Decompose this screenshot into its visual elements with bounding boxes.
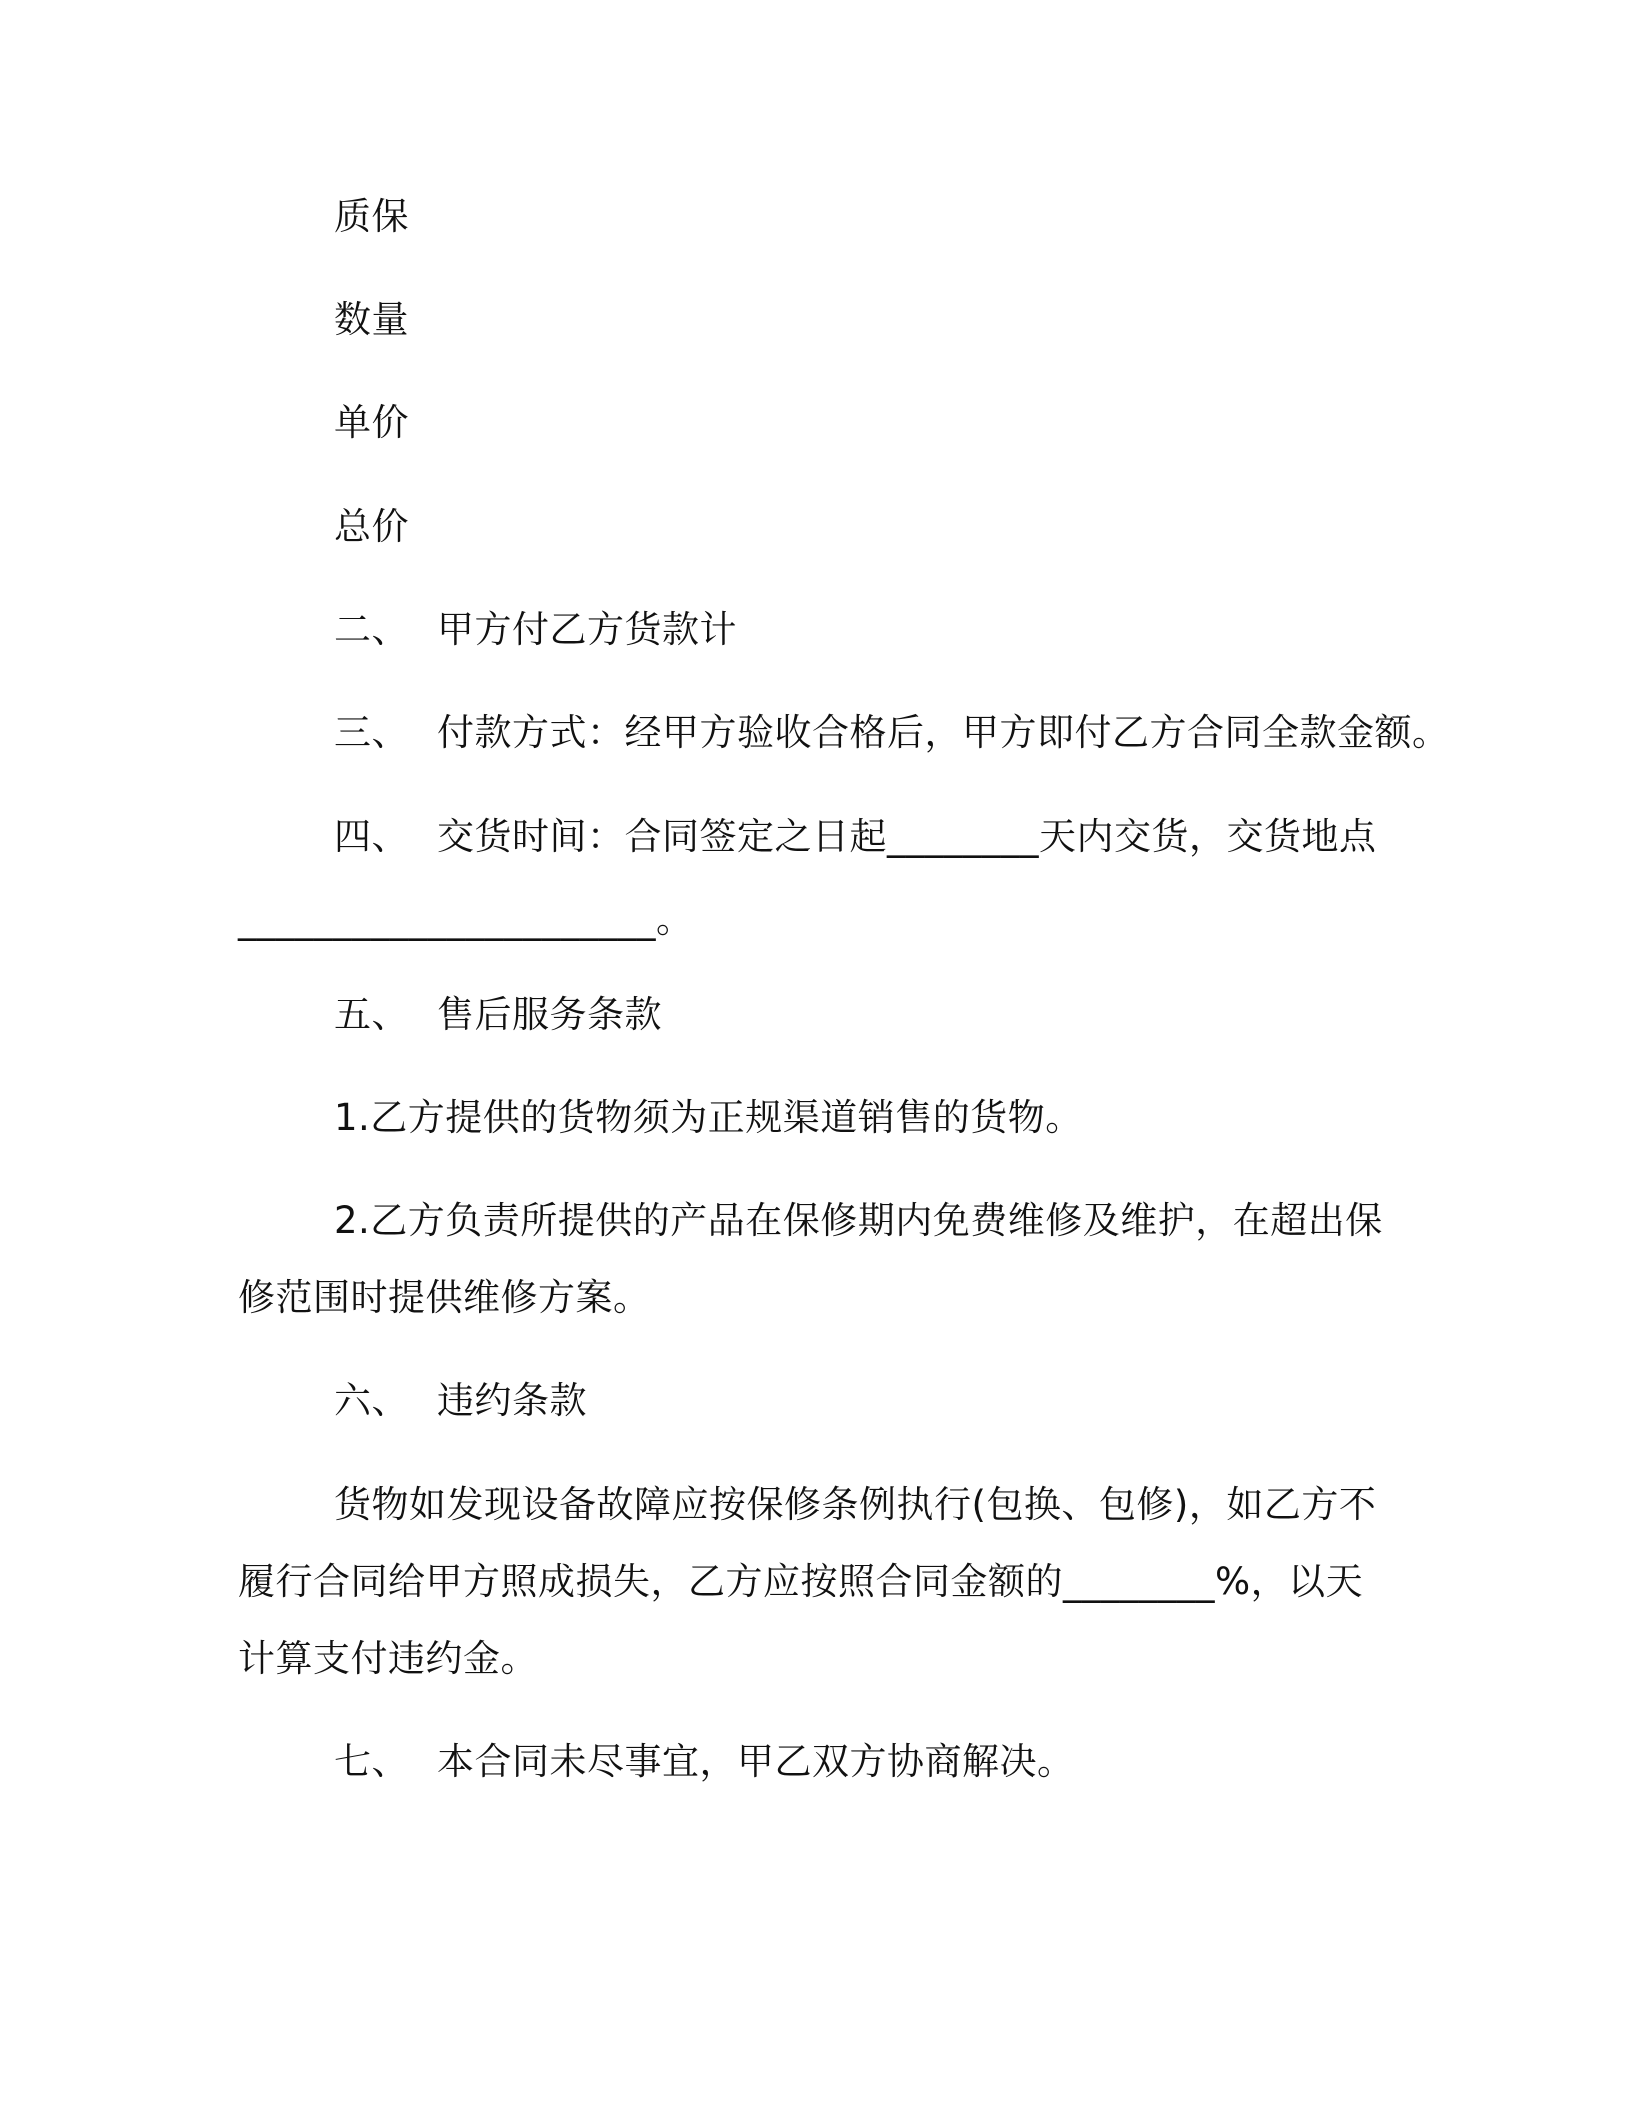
- item-quality: 质保: [334, 195, 409, 238]
- section-4: [334, 812, 1377, 862]
- section-number: 六、: [334, 1379, 409, 1422]
- section-text: 本合同未尽事宜，甲乙双方协商解决。: [437, 1740, 1075, 1783]
- section-text: 甲方付乙方货款计: [437, 608, 737, 651]
- section-number: 七、: [334, 1740, 409, 1783]
- section-6-line-1: 货物如发现设备故障应按保修条例执行(包换、包修)，如乙方不: [334, 1483, 1377, 1526]
- section-text: 售后服务条款: [437, 993, 662, 1036]
- section-5-paragraph-2-line-2: 修范围时提供维修方案。: [238, 1276, 651, 1319]
- section-number: 四、: [334, 815, 409, 858]
- section-3: [334, 708, 1450, 758]
- item-unit-price: 单价: [334, 401, 409, 444]
- section-5-paragraph-1: 1.乙方提供的货物须为正规渠道销售的货物。: [334, 1096, 1083, 1139]
- section-number: 三、: [334, 711, 409, 754]
- section-text: 违约条款: [437, 1379, 587, 1422]
- section-5-title: [334, 990, 662, 1040]
- section-6-line-2: 履行合同给甲方照成损失，乙方应按照合同金额的________%，以天: [238, 1560, 1364, 1603]
- section-text: 付款方式：经甲方验收合格后，甲方即付乙方合同全款金额。: [437, 711, 1450, 754]
- section-number: 二、: [334, 608, 409, 651]
- section-5-paragraph-2-line-1: 2.乙方负责所提供的产品在保修期内免费维修及维护，在超出保: [334, 1199, 1383, 1242]
- section-7: [334, 1737, 1075, 1787]
- item-total-price: 总价: [334, 505, 409, 548]
- section-number: 五、: [334, 993, 409, 1036]
- section-6-line-3: 计算支付违约金。: [238, 1637, 538, 1680]
- section-4-line-2: ______________________。: [238, 898, 694, 941]
- section-2: [334, 605, 737, 655]
- item-quantity: 数量: [334, 298, 409, 341]
- section-6-title: [334, 1376, 587, 1426]
- section-text: 交货时间：合同签定之日起________天内交货，交货地点: [437, 815, 1377, 858]
